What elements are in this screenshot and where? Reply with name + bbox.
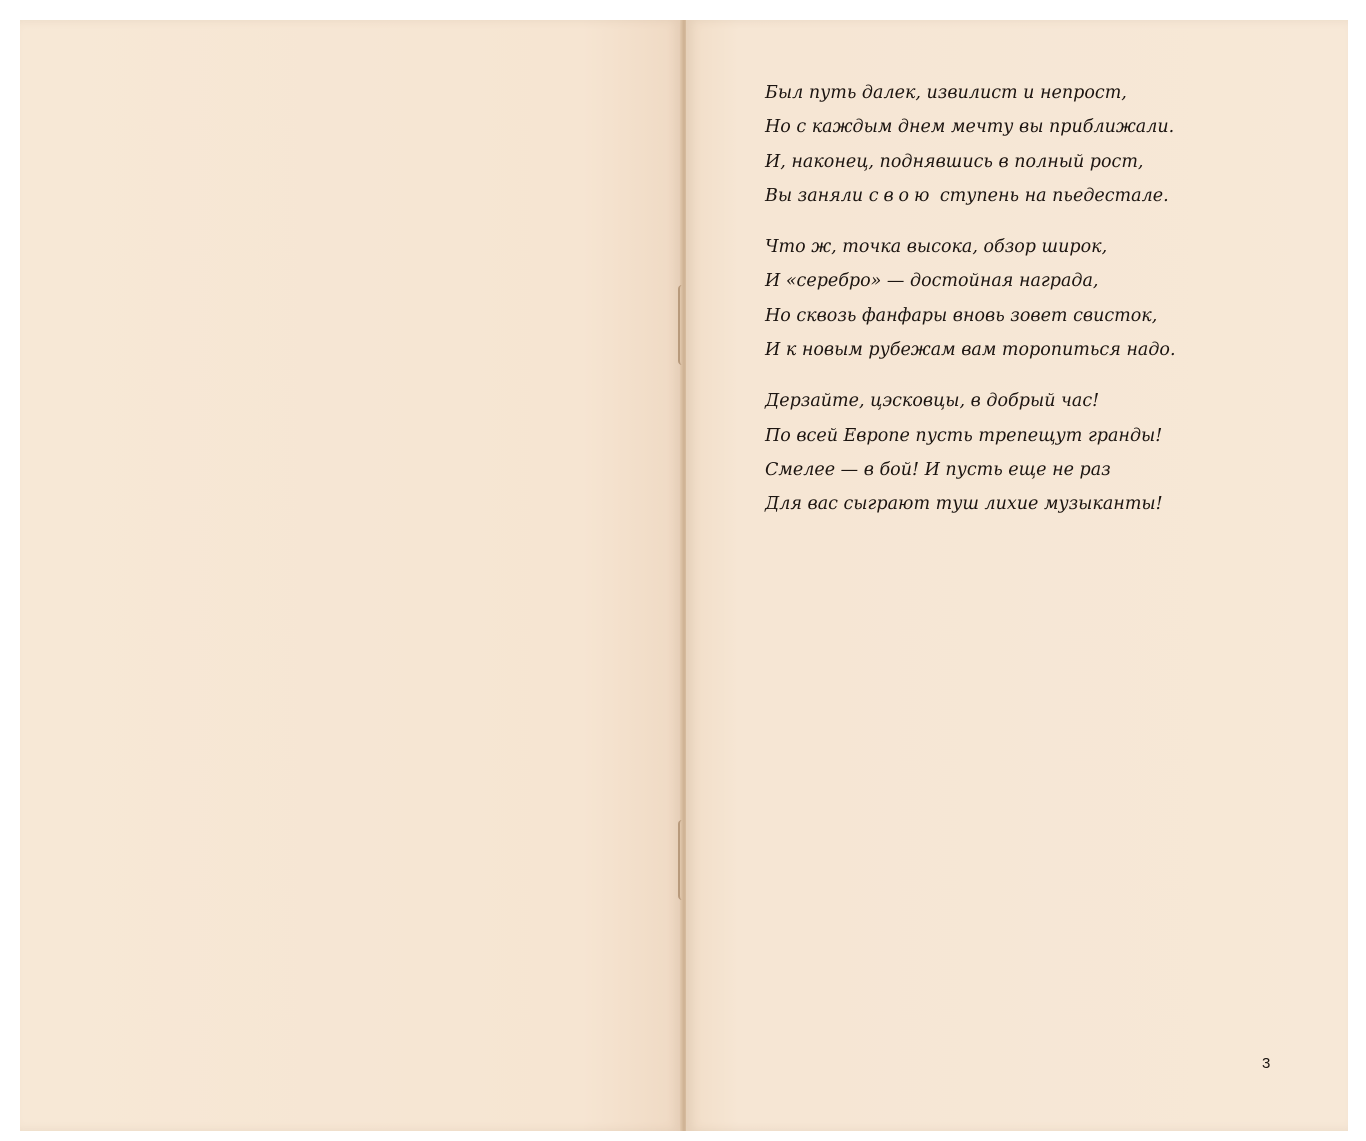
poem-line: Смелее — в бой! И пусть еще не раз	[765, 459, 1111, 480]
poem-line: Что ж, точка высока, обзор широк,	[765, 237, 1108, 258]
poem-line	[765, 179, 1305, 213]
poem-line-part: ступень на пьедестале.	[934, 185, 1169, 206]
page-number: 3	[1262, 1055, 1271, 1072]
left-page	[20, 20, 682, 1131]
poem-line: Дерзайте, цэсковцы, в добрый час!	[765, 391, 1100, 412]
poem-line-part: Вы заняли	[765, 185, 869, 206]
poem-stanza-3	[765, 384, 1305, 521]
poem-line: Но с каждым днем мечту вы приближали.	[765, 117, 1175, 138]
poem-line: Но сквозь фанфары вновь зовет свисток,	[765, 305, 1158, 326]
poem-emphasized-word: свою	[868, 185, 935, 206]
poem-line: И «серебро» — достойная награда,	[765, 271, 1099, 292]
poem-line: И к новым рубежам вам торопиться надо.	[765, 340, 1176, 361]
poem-stanza-2	[765, 230, 1305, 367]
poem	[765, 76, 1305, 522]
poem-line: Был путь далек, извилист и непрост,	[765, 83, 1127, 103]
poem-line: И, наконец, поднявшись в полный рост,	[765, 151, 1144, 172]
poem-line: Для вас сыграют туш лихие музыканты!	[765, 494, 1163, 515]
poem-line: По всей Европе пусть трепещут гранды!	[765, 425, 1163, 446]
poem-stanza-1	[765, 76, 1305, 213]
